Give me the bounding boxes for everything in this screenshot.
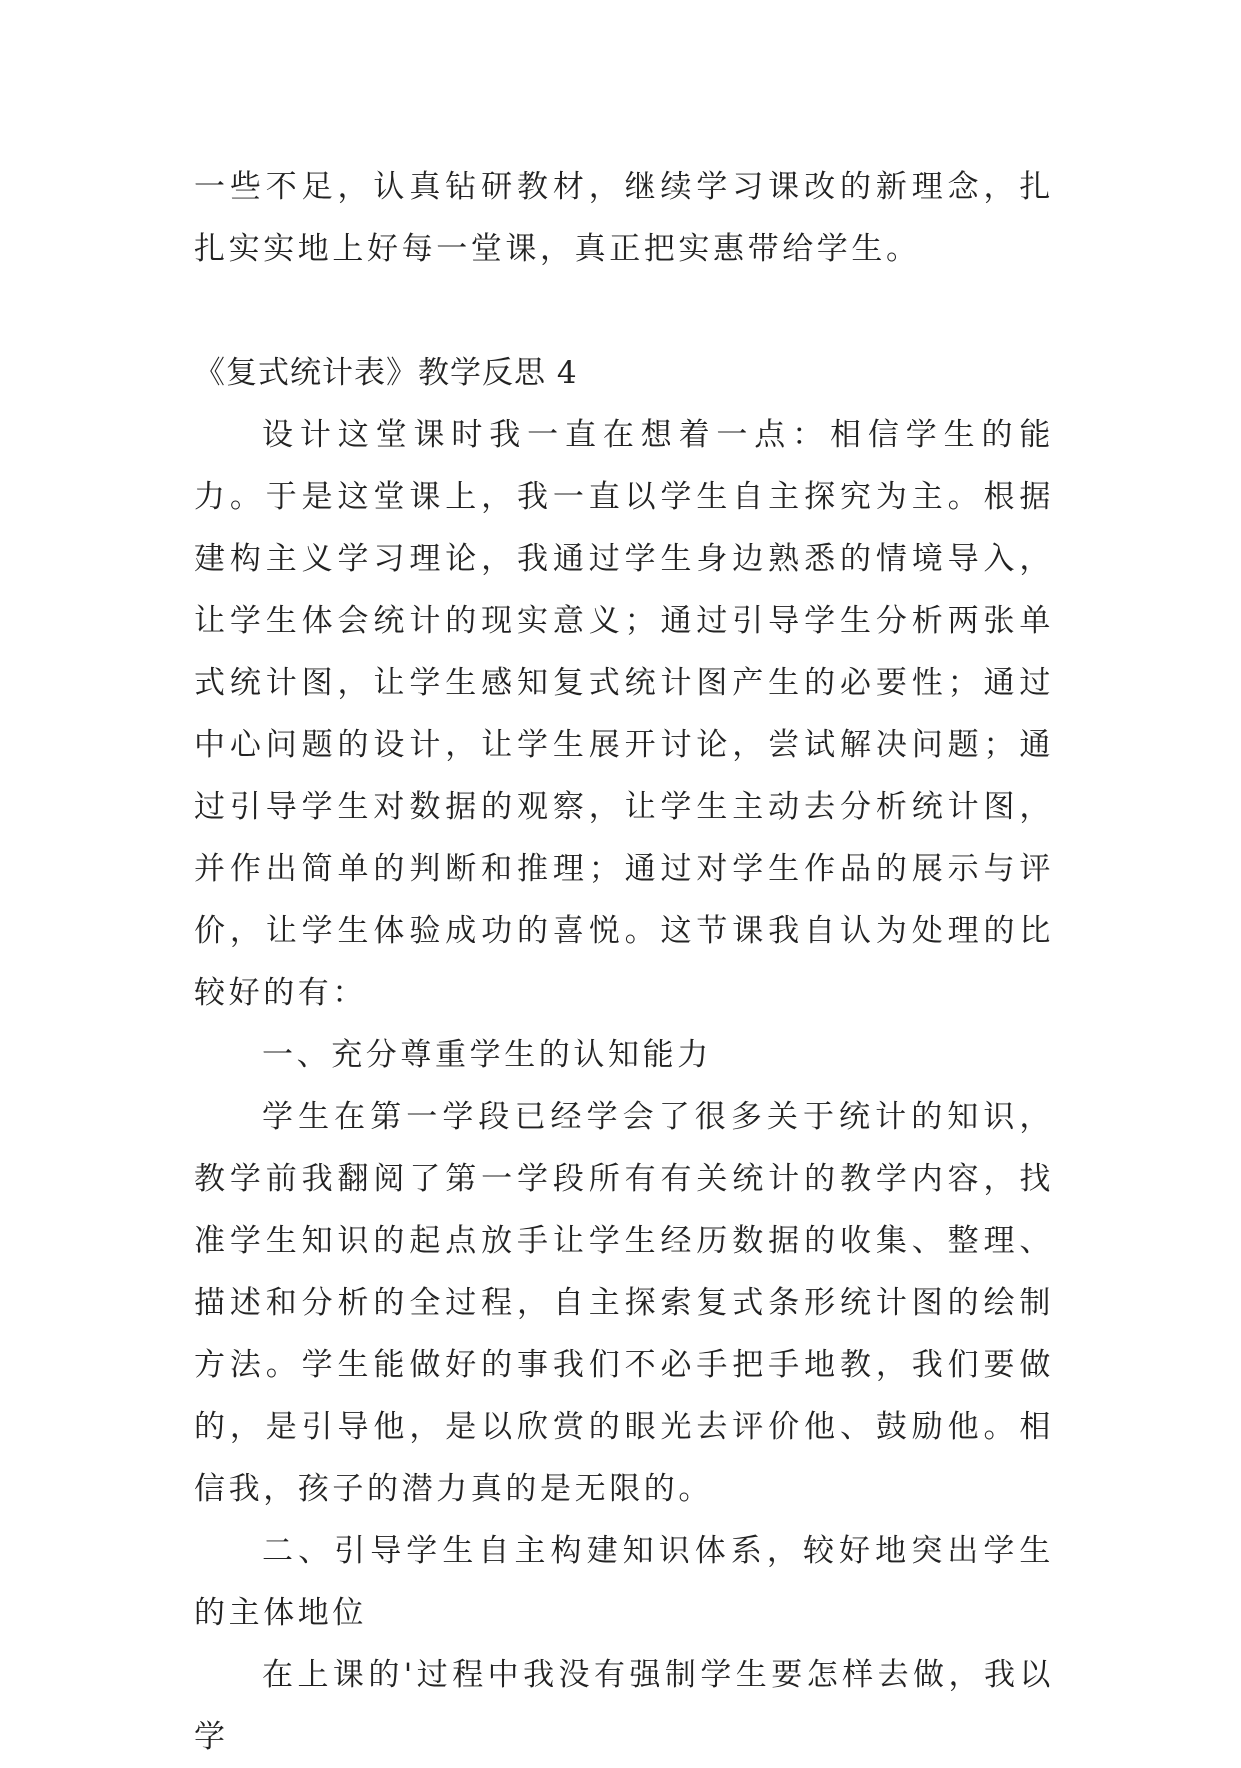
subheading-paragraph: 二、引导学生自主构建知识体系，较好地突出学生的主体地位 bbox=[194, 1533, 1054, 1631]
paragraph-gap bbox=[194, 280, 1054, 342]
body-paragraph: 在上课的'过程中我没有强制学生要怎样去做，我以学 bbox=[194, 1657, 1054, 1755]
document-body bbox=[194, 156, 1054, 1768]
subheading-paragraph: 一、充分尊重学生的认知能力 bbox=[262, 1037, 712, 1073]
body-paragraph: 学生在第一学段已经学会了很多关于统计的知识，教学前我翻阅了第一学段所有有关统计的教学内容，找准学生知识的起点放手让学生经历数据的收集、整理、描述和分析的全过程，自主探索复式条形统计图的绘制方法。学生能做好的事我们不必手把手地教，我们要做的，是引导他，是以欣赏的眼光去评价他、鼓励他。相信我，孩子的潜力真的是无限的。 bbox=[194, 1099, 1054, 1507]
body-paragraph: 设计这堂课时我一直在想着一点：相信学生的能力。于是这堂课上，我一直以学生自主探究为主。根据建构主义学习理论，我通过学生身边熟悉的情境导入，让学生体会统计的现实意义；通过引导学生分析两张单式统计图，让学生感知复式统计图产生的必要性；通过中心问题的设计，让学生展开讨论，尝试解决问题；通过引导学生对数据的观察，让学生主动去分析统计图，并作出简单的判断和推理；通过对学生作品的展示与评价，让学生体验成功的喜悦。这节课我自认为处理的比较好的有： bbox=[194, 417, 1054, 1011]
continuation-paragraph: 一些不足，认真钻研教材，继续学习课改的新理念，扎扎实实地上好每一堂课，真正把实惠带给学生。 bbox=[194, 169, 1054, 267]
section-heading: 《复式统计表》教学反思 4 bbox=[194, 355, 578, 391]
